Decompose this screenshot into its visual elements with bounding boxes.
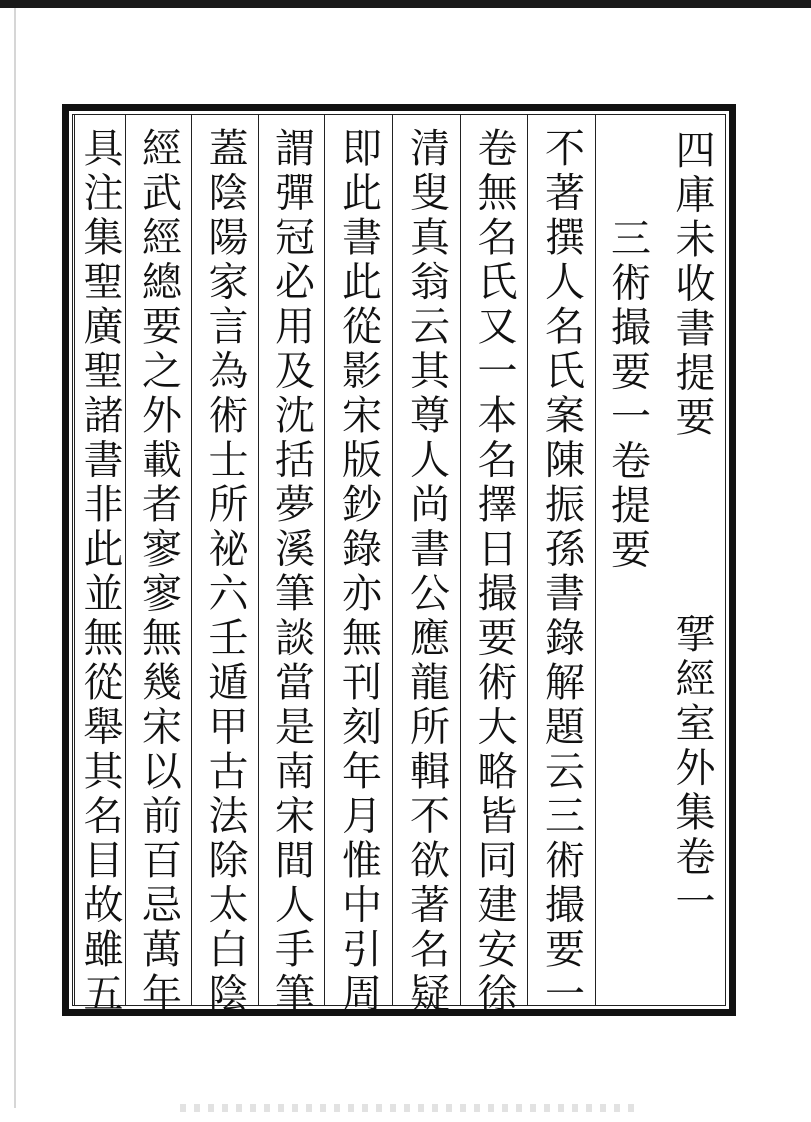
column-9 [125,115,191,1017]
body-text-line: 謂彈冠必用及沈括夢溪筆談當是南宋間人手筆 [268,127,315,1017]
column-1 [659,115,725,1005]
column-3 [527,115,595,1017]
page-fold-line [14,8,16,1108]
collection-volume-title: 揅經室外集卷一 [669,613,715,925]
body-text-line: 不著撰人名氏案陳振孫書錄解題云三術撮要一 [538,127,585,1017]
body-text-line: 即此書此從影宋版鈔錄亦無刊刻年月惟中引周 [335,127,382,1017]
column-6 [324,115,392,1017]
scan-top-edge [0,0,811,8]
body-text-line: 清叟真翁云其尊人尚書公應龍所輯不欲著名疑 [403,127,450,1017]
column-8 [191,115,258,1017]
column-4 [460,115,527,1017]
body-text-line: 蓋陰陽家言為術士所祕六壬遁甲古法除太白陰 [202,127,248,1017]
book-series-title: 四庫未收書提要 [669,129,715,441]
column-10 [74,115,125,1017]
page-frame [62,104,736,1016]
scan-noise [180,1104,640,1112]
body-text-line: 卷無名氏又一本名擇日撮要術大略皆同建安徐 [471,127,517,1017]
column-5 [392,115,460,1017]
body-text-line: 經武經總要之外載者寥寥無幾宋以前百忌萬年 [135,127,182,1017]
body-text-line: 具注集聖廣聖諸書非此並無從舉其名目故雖五 [77,127,123,1017]
column-7 [258,115,324,1017]
column-2 [595,115,659,1005]
text-block [72,114,726,1017]
book-title: 三術撮要一卷提要 [604,217,651,573]
